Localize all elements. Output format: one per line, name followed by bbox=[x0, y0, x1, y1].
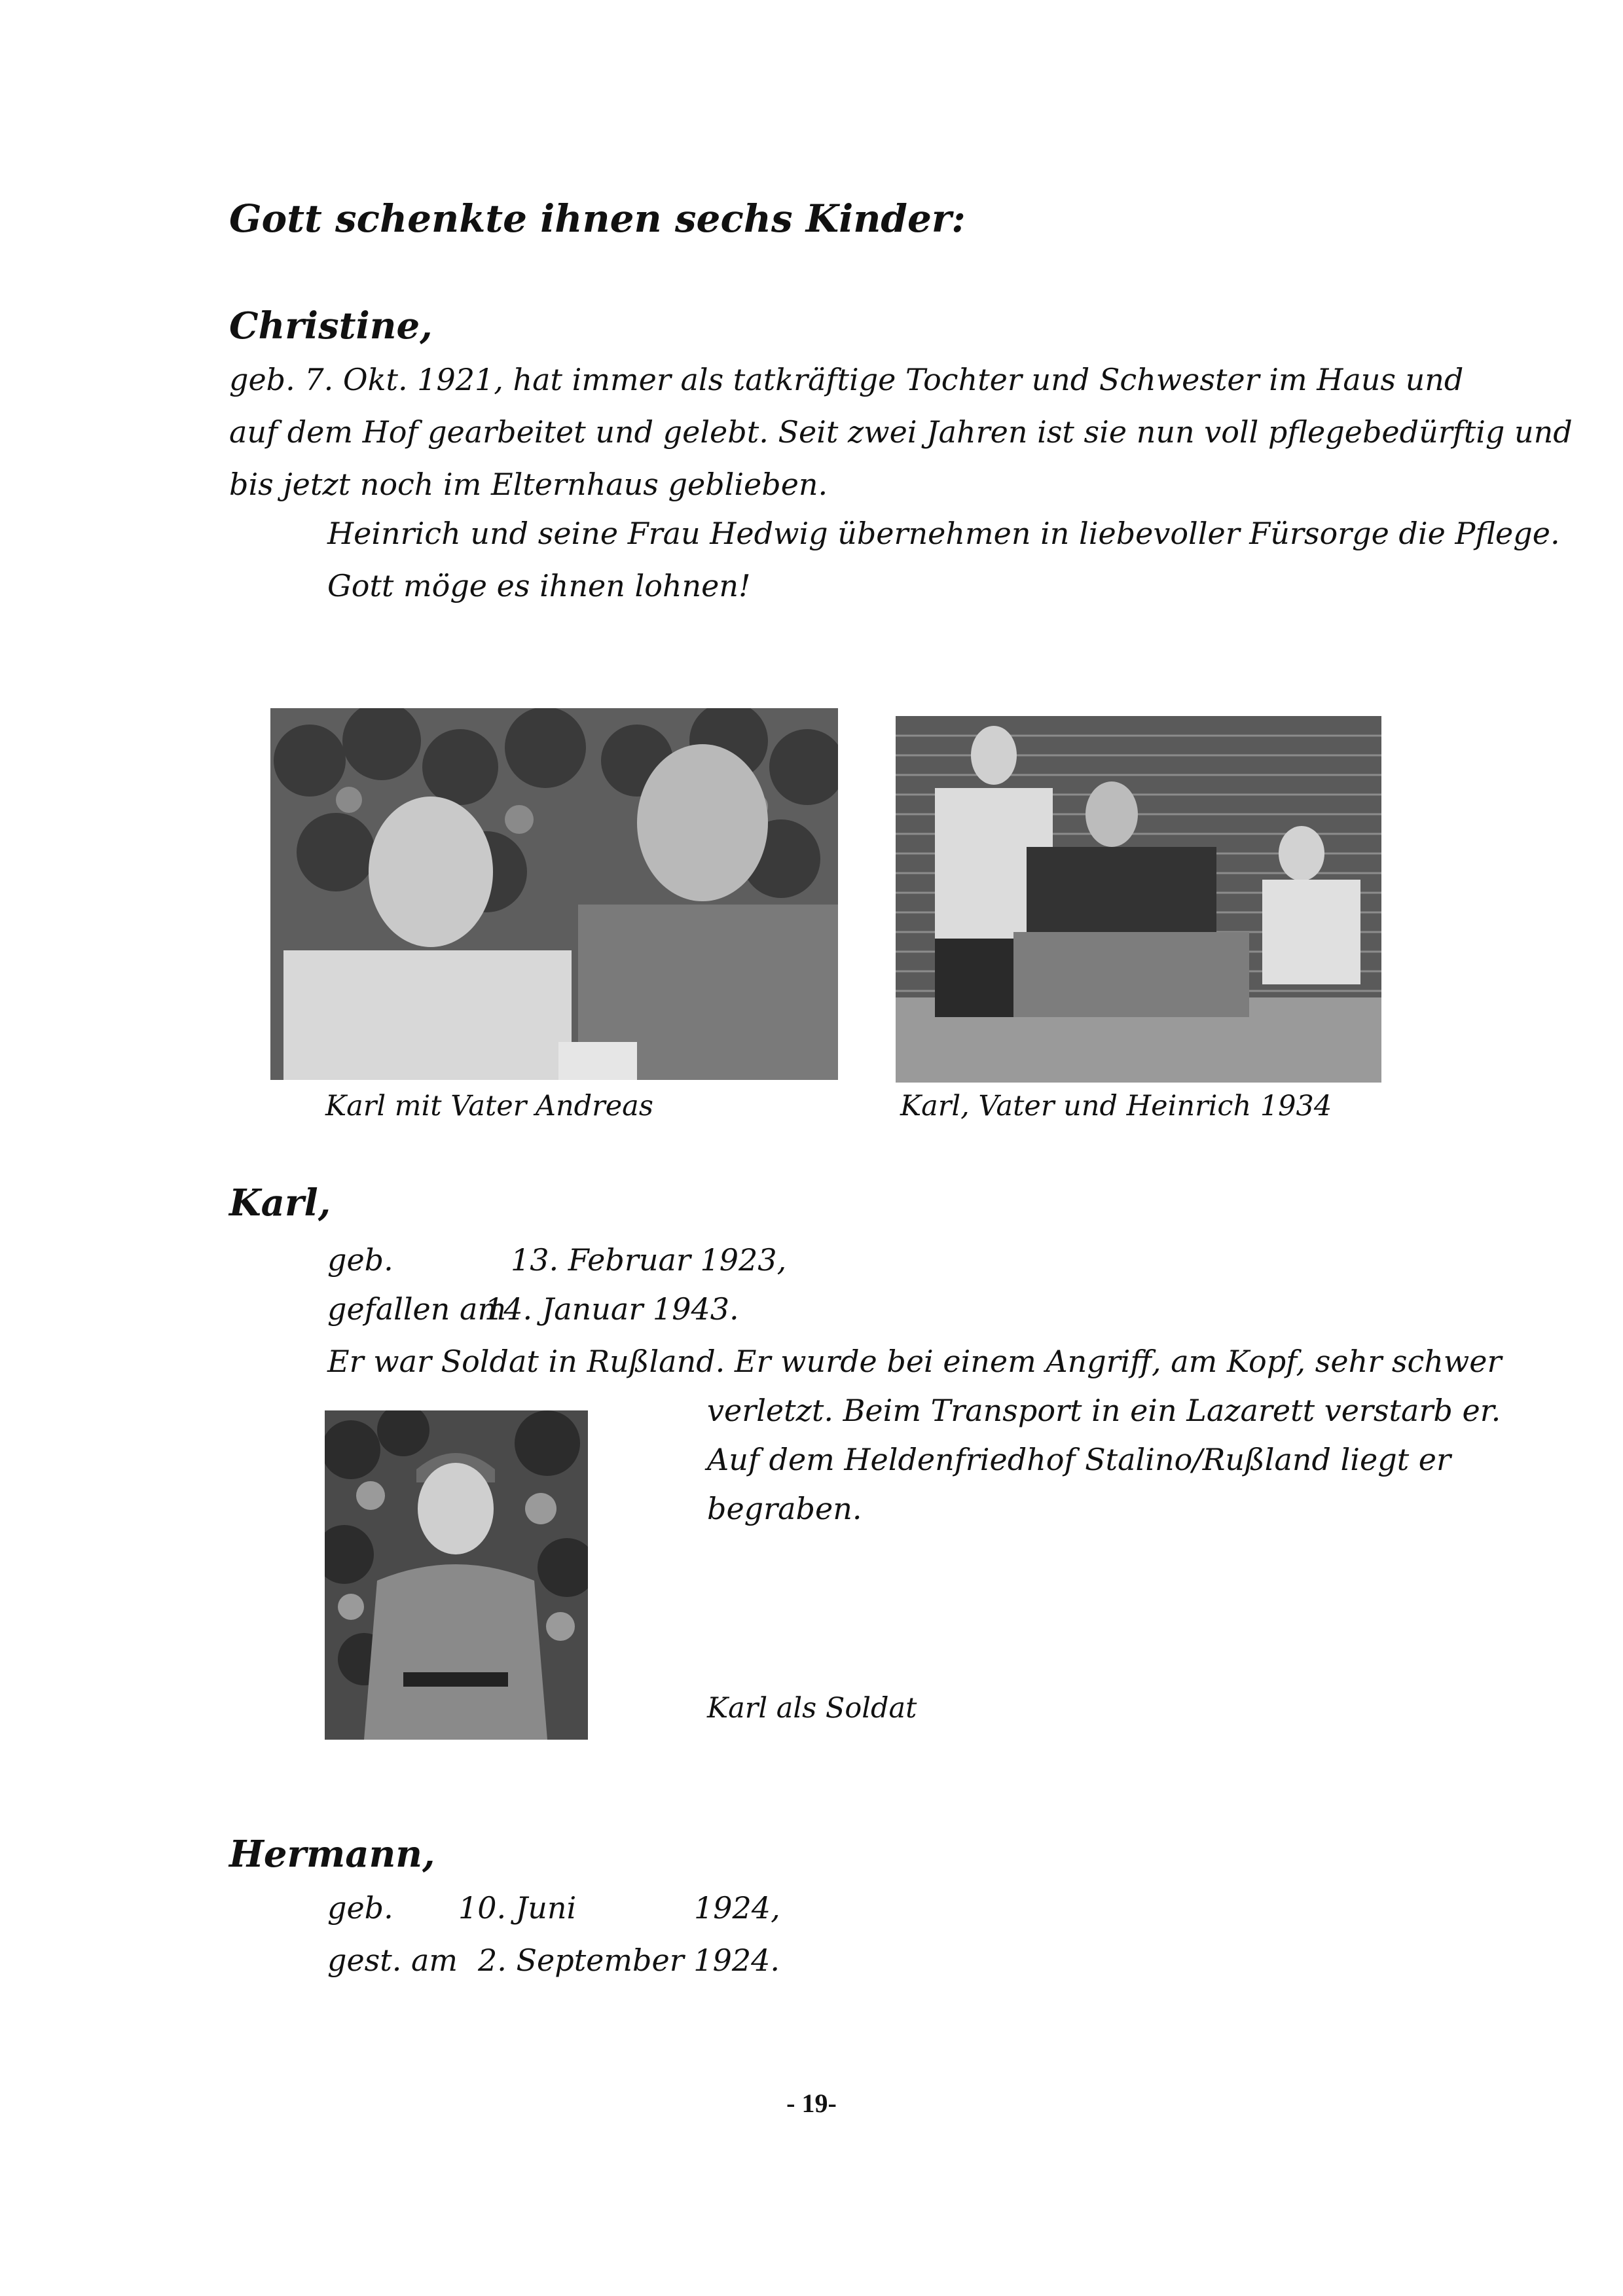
photo-karl-soldier bbox=[325, 1410, 588, 1740]
hermann-born-label: geb. bbox=[327, 1890, 393, 1926]
karl-name: Karl, bbox=[229, 1181, 331, 1225]
photo-karl-father-heinrich bbox=[896, 716, 1381, 1083]
page-number: - 19- bbox=[786, 2089, 837, 2118]
karl-fallen-date: 14. Januar 1943. bbox=[484, 1291, 739, 1327]
karl-born-date: 13. Februar 1923, bbox=[511, 1242, 787, 1278]
hermann-died-label: gest. am bbox=[327, 1943, 458, 1978]
caption-left-photo: Karl mit Vater Andreas bbox=[325, 1090, 653, 1122]
hermann-born-year: 1924, bbox=[694, 1890, 780, 1926]
christine-indent-line-2: Gott möge es ihnen lohnen! bbox=[327, 568, 751, 603]
caption-soldier-photo: Karl als Soldat bbox=[707, 1692, 917, 1725]
karl-text-line-3: Auf dem Heldenfriedhof Stalino/Rußland liegt er bbox=[707, 1442, 1451, 1477]
christine-indent-line-1: Heinrich und seine Frau Hedwig übernehmen in liebevoller Fürsorge die Pflege. bbox=[327, 516, 1560, 551]
hermann-born-date: 10. Juni bbox=[458, 1890, 577, 1926]
christine-text-line-2: auf dem Hof gearbeitet und gelebt. Seit zwei Jahren ist sie nun voll pflegebedürftig und bbox=[229, 414, 1573, 450]
karl-fallen-label: gefallen am bbox=[327, 1291, 507, 1327]
karl-born-label: geb. bbox=[327, 1242, 393, 1278]
karl-text-line-1: Er war Soldat in Rußland. Er wurde bei einem Angriff, am Kopf, sehr schwer bbox=[327, 1344, 1502, 1379]
hermann-died-date: 2. September 1924. bbox=[478, 1943, 780, 1978]
photo-karl-with-father bbox=[270, 708, 838, 1080]
christine-name: Christine, bbox=[229, 304, 433, 348]
karl-text-line-2: verletzt. Beim Transport in ein Lazarett verstarb er. bbox=[707, 1393, 1501, 1428]
page-title: Gott schenkte ihnen sechs Kinder: bbox=[229, 196, 966, 241]
karl-text-line-4: begraben. bbox=[707, 1491, 862, 1526]
christine-text-line-3: bis jetzt noch im Elternhaus geblieben. bbox=[229, 467, 828, 502]
caption-right-photo: Karl, Vater und Heinrich 1934 bbox=[900, 1090, 1332, 1122]
christine-text-line-1: geb. 7. Okt. 1921, hat immer als tatkräftige Tochter und Schwester im Haus und bbox=[229, 362, 1464, 397]
hermann-name: Hermann, bbox=[229, 1833, 435, 1876]
